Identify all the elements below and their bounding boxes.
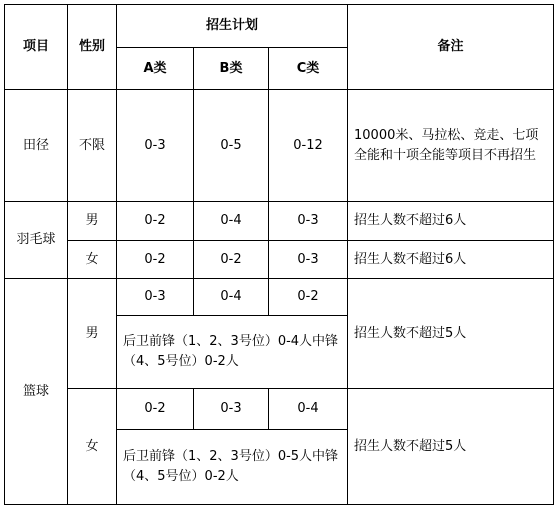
header-plan: 招生计划 [117, 5, 348, 48]
basketball-male-c: 0-2 [269, 279, 348, 316]
athletics-remark: 10000米、马拉松、竞走、七项全能和十项全能等项目不再招生 [348, 90, 554, 202]
basketball-male-gender: 男 [68, 279, 117, 389]
athletics-c: 0-12 [269, 90, 348, 202]
badminton-male-gender: 男 [68, 202, 117, 241]
athletics-row [5, 90, 554, 202]
header-row [5, 5, 554, 48]
badminton-female-b: 0-2 [194, 241, 269, 279]
badminton-female-c: 0-3 [269, 241, 348, 279]
basketball-male-a: 0-3 [117, 279, 194, 316]
badminton-female-remark: 招生人数不超过6人 [348, 241, 554, 279]
basketball-male-row [5, 279, 554, 316]
basketball-female-a: 0-2 [117, 389, 194, 430]
basketball-female-positions: 后卫前锋（1、2、3号位）0-5人中锋（4、5号位）0-2人 [117, 430, 348, 505]
header-remarks: 备注 [348, 5, 554, 90]
header-class-b: B类 [194, 48, 269, 90]
badminton-male-a: 0-2 [117, 202, 194, 241]
header-class-c: C类 [269, 48, 348, 90]
basketball-female-remark: 招生人数不超过5人 [348, 389, 554, 505]
athletics-name: 田径 [5, 90, 68, 202]
basketball-female-c: 0-4 [269, 389, 348, 430]
badminton-female-row [5, 241, 554, 279]
header-class-a: A类 [117, 48, 194, 90]
basketball-male-b: 0-4 [194, 279, 269, 316]
badminton-male-c: 0-3 [269, 202, 348, 241]
athletics-gender: 不限 [68, 90, 117, 202]
athletics-a: 0-3 [117, 90, 194, 202]
admissions-table [4, 4, 554, 505]
athletics-b: 0-5 [194, 90, 269, 202]
basketball-male-positions: 后卫前锋（1、2、3号位）0-4人中锋（4、5号位）0-2人 [117, 316, 348, 389]
badminton-male-b: 0-4 [194, 202, 269, 241]
badminton-name: 羽毛球 [5, 202, 68, 279]
badminton-male-row [5, 202, 554, 241]
basketball-female-row [5, 389, 554, 430]
basketball-name: 篮球 [5, 279, 68, 505]
header-gender: 性别 [68, 5, 117, 90]
badminton-male-remark: 招生人数不超过6人 [348, 202, 554, 241]
basketball-female-gender: 女 [68, 389, 117, 505]
badminton-female-gender: 女 [68, 241, 117, 279]
basketball-female-b: 0-3 [194, 389, 269, 430]
header-item: 项目 [5, 5, 68, 90]
basketball-male-remark: 招生人数不超过5人 [348, 279, 554, 389]
badminton-female-a: 0-2 [117, 241, 194, 279]
